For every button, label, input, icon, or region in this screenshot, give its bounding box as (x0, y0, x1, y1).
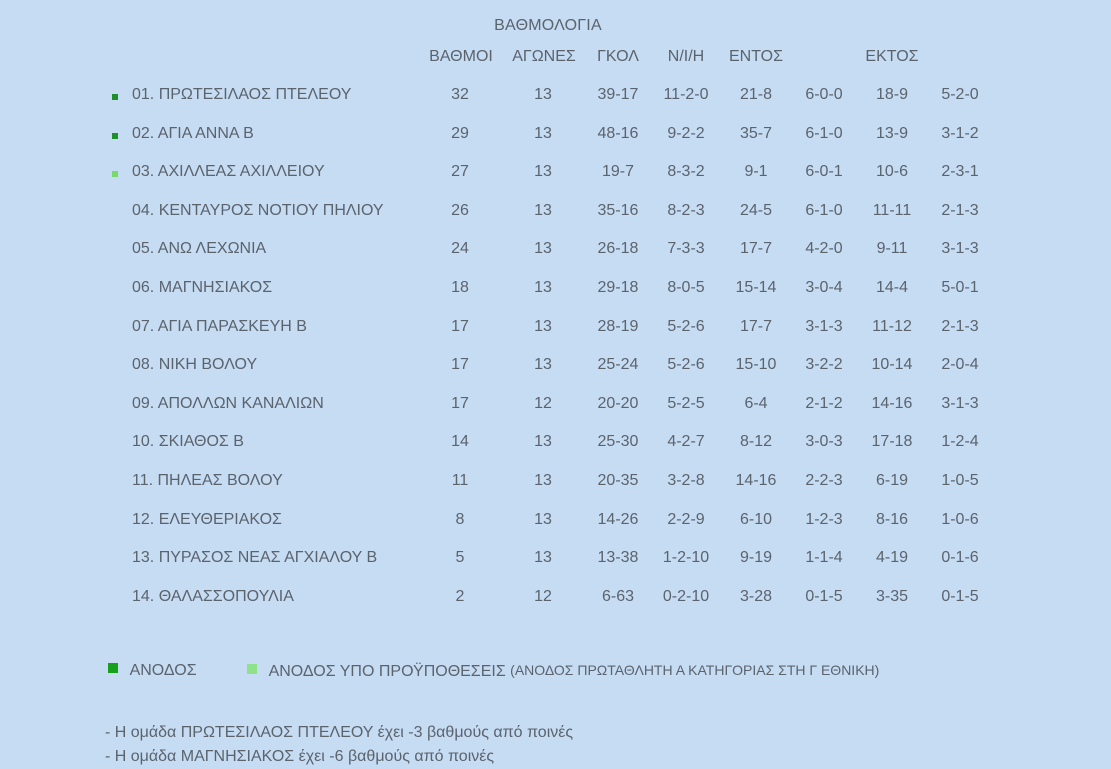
away-record-value: 3-1-2 (941, 124, 979, 142)
home-record-value: 6-0-1 (805, 163, 843, 181)
away-goals-value: 4-19 (875, 549, 909, 567)
team-name: 10. ΣΚΙΑΘΟΣ Β (132, 433, 244, 451)
legend-conditional-promotion (247, 662, 879, 681)
team-name: 06. ΜΑΓΝΗΣΙΑΚΟΣ (132, 278, 273, 296)
away-goals-value: 18-9 (875, 86, 909, 103)
home-record-value: 6-1-0 (805, 124, 843, 142)
conditional-promotion-note: (ΑΝΟΔΟΣ ΠΡΩΤΑΘΛΗΤΗ Α ΚΑΤΗΓΟΡΙΑΣ ΣΤΗ Γ ΕΘΝΙΚΗ) (510, 662, 880, 678)
wdl-value: 8-3-2 (667, 163, 705, 181)
away-record-value: 2-0-4 (941, 356, 979, 374)
wdl-value: 2-2-9 (667, 510, 705, 528)
table-row (0, 202, 1111, 241)
away-goals-value: 9-11 (876, 240, 908, 258)
away-goals-value: 10-6 (875, 163, 909, 181)
home-goals-value: 8-12 (739, 433, 773, 451)
wdl-value: 1-2-10 (662, 549, 710, 567)
games-value: 13 (534, 433, 552, 451)
home-record-value: 3-0-4 (805, 278, 843, 296)
away-goals-value: 14-16 (871, 394, 913, 412)
points-value: 11 (451, 471, 469, 489)
wdl-value: 5-2-5 (667, 394, 705, 412)
home-record-value: 0-1-5 (805, 587, 843, 605)
home-goals-value: 15-10 (735, 356, 777, 374)
table-row (0, 549, 1111, 588)
games-value: 12 (534, 587, 552, 605)
away-goals-value: 11-12 (872, 317, 912, 335)
team-name: 01. ΠΡΩΤΕΣΙΛΑΟΣ ΠΤΕΛΕΟΥ (132, 86, 352, 103)
home-goals-value: 9-19 (739, 549, 773, 567)
home-goals-value: 17-7 (739, 317, 773, 335)
points-value: 29 (451, 124, 469, 142)
away-record-value: 0-1-5 (941, 587, 979, 605)
legend-promotion (108, 662, 197, 680)
games-value: 13 (534, 317, 552, 335)
home-goals-value: 35-7 (739, 124, 773, 142)
wdl-value: 8-2-3 (667, 201, 705, 219)
away-goals-value: 14-4 (875, 278, 909, 296)
team-name: 03. ΑΧΙΛΛΕΑΣ ΑΧΙΛΛΕΙΟΥ (132, 163, 325, 181)
wdl-value: 4-2-7 (667, 433, 705, 451)
away-record-value: 3-1-3 (941, 240, 979, 258)
table-row (0, 395, 1111, 434)
home-record-value: 3-1-3 (805, 317, 843, 335)
away-goals-value: 6-19 (875, 471, 909, 489)
column-goals-header: ΓΚΟΛ (597, 48, 639, 65)
team-name: 14. ΘΑΛΑΣΣΟΠΟΥΛΙΑ (132, 587, 294, 605)
page-title: ΒΑΘΜΟΛΟΓΙΑ (494, 17, 602, 34)
table-row (0, 433, 1111, 472)
penalty-notes (105, 721, 805, 769)
games-value: 13 (534, 549, 552, 567)
away-goals-value: 13-9 (875, 124, 909, 142)
table-row (0, 279, 1111, 318)
goals-value: 20-35 (597, 471, 639, 489)
home-record-value: 6-0-0 (805, 86, 843, 103)
team-name: 02. ΑΓΙΑ ΑΝΝΑ Β (132, 124, 254, 142)
table-row (0, 240, 1111, 279)
home-record-value: 2-1-2 (805, 394, 843, 412)
home-goals-value: 17-7 (739, 240, 773, 258)
team-name: 07. ΑΓΙΑ ΠΑΡΑΣΚΕΥΗ Β (132, 317, 307, 335)
table-row (0, 356, 1111, 395)
table-row (0, 588, 1111, 627)
home-goals-value: 24-5 (739, 201, 773, 219)
table-row (0, 86, 1111, 125)
table-header (0, 48, 1111, 70)
goals-value: 39-17 (597, 86, 639, 103)
away-record-value: 2-3-1 (941, 163, 979, 181)
home-goals-value: 9-1 (744, 163, 768, 181)
conditional-promotion-marker (112, 171, 118, 177)
goals-value: 20-20 (597, 394, 639, 412)
table-row (0, 318, 1111, 357)
away-record-value: 3-1-3 (941, 394, 979, 412)
column-away-header: ΕΚΤΟΣ (865, 48, 919, 65)
games-value: 13 (534, 240, 552, 258)
goals-value: 19-7 (601, 163, 635, 181)
wdl-value: 11-2-0 (663, 86, 709, 103)
points-value: 32 (451, 86, 469, 103)
away-record-value: 0-1-6 (941, 549, 979, 567)
home-record-value: 1-1-4 (805, 549, 843, 567)
goals-value: 28-19 (597, 317, 639, 335)
games-value: 13 (534, 278, 552, 296)
legend (108, 662, 1088, 686)
games-value: 13 (534, 510, 552, 528)
table-row (0, 125, 1111, 164)
points-value: 26 (451, 201, 469, 219)
away-record-value: 1-0-6 (941, 510, 979, 528)
table-row (0, 472, 1111, 511)
promotion-label: ΑΝΟΔΟΣ (129, 662, 197, 679)
wdl-value: 9-2-2 (667, 124, 705, 142)
games-value: 12 (534, 394, 552, 412)
points-value: 17 (451, 356, 469, 374)
home-record-value: 3-0-3 (805, 433, 843, 451)
penalty-note: - Η ομάδα ΜΑΓΝΗΣΙΑΚΟΣ έχει -6 βαθμούς από ποινές (105, 748, 495, 765)
points-value: 24 (451, 240, 469, 258)
team-name: 13. ΠΥΡΑΣΟΣ ΝΕΑΣ ΑΓΧΙΑΛΟΥ Β (132, 549, 378, 567)
home-record-value: 6-1-0 (805, 201, 843, 219)
team-name: 11. ΠΗΛΕΑΣ ΒΟΛΟΥ (132, 471, 283, 489)
team-name: 05. ΑΝΩ ΛΕΧΩΝΙΑ (132, 240, 267, 258)
away-record-value: 5-0-1 (941, 278, 979, 296)
games-value: 13 (534, 124, 552, 142)
goals-value: 48-16 (597, 124, 639, 142)
team-name: 04. ΚΕΝΤΑΥΡΟΣ ΝΟΤΙΟΥ ΠΗΛΙΟΥ (132, 201, 384, 219)
wdl-value: 5-2-6 (667, 317, 705, 335)
table-row (0, 163, 1111, 202)
goals-value: 25-30 (597, 433, 639, 451)
conditional-promotion-label: ΑΝΟΔΟΣ ΥΠΟ ΠΡΟΫΠΟΘΕΣΕΙΣ (268, 663, 506, 680)
away-goals-value: 8-16 (875, 510, 909, 528)
away-record-value: 1-2-4 (941, 433, 979, 451)
standings-table (0, 86, 1111, 626)
away-record-value: 2-1-3 (941, 317, 979, 335)
home-record-value: 1-2-3 (805, 510, 843, 528)
goals-value: 25-24 (597, 356, 639, 374)
points-value: 14 (451, 433, 469, 451)
team-name: 12. ΕΛΕΥΘΕΡΙΑΚΟΣ (132, 510, 282, 528)
column-games-header: ΑΓΩΝΕΣ (512, 48, 576, 65)
column-wdl-header: Ν/Ι/Η (667, 48, 705, 65)
home-goals-value: 6-4 (744, 394, 768, 412)
home-goals-value: 6-10 (739, 510, 773, 528)
table-row (0, 511, 1111, 550)
points-value: 17 (451, 394, 469, 412)
penalty-note: - Η ομάδα ΠΡΩΤΕΣΙΛΑΟΣ ΠΤΕΛΕΟΥ έχει -3 βαθμούς από ποινές (105, 724, 574, 741)
goals-value: 26-18 (597, 240, 639, 258)
team-name: 08. ΝΙΚΗ ΒΟΛΟΥ (132, 356, 258, 374)
goals-value: 6-63 (601, 587, 635, 605)
points-value: 27 (451, 163, 469, 181)
points-value: 5 (455, 549, 465, 567)
points-value: 18 (451, 278, 469, 296)
conditional-promotion-swatch-icon (247, 664, 257, 674)
home-goals-value: 3-28 (739, 587, 773, 605)
away-goals-value: 3-35 (875, 587, 909, 605)
goals-value: 35-16 (597, 201, 639, 219)
goals-value: 13-38 (597, 549, 639, 567)
goals-value: 14-26 (597, 510, 639, 528)
points-value: 2 (455, 587, 465, 605)
away-goals-value: 10-14 (871, 356, 913, 374)
games-value: 13 (534, 86, 552, 103)
away-record-value: 5-2-0 (941, 86, 979, 103)
away-record-value: 2-1-3 (941, 201, 979, 219)
wdl-value: 3-2-8 (667, 471, 705, 489)
home-goals-value: 14-16 (735, 471, 777, 489)
wdl-value: 8-0-5 (667, 278, 705, 296)
games-value: 13 (534, 163, 552, 181)
home-goals-value: 21-8 (739, 86, 773, 103)
wdl-value: 5-2-6 (667, 356, 705, 374)
home-record-value: 2-2-3 (805, 471, 843, 489)
promotion-swatch-icon (108, 663, 118, 673)
home-record-value: 4-2-0 (805, 240, 843, 258)
games-value: 13 (534, 471, 552, 489)
column-points-header: ΒΑΘΜΟΙ (429, 48, 493, 65)
column-home-header: ΕΝΤΟΣ (728, 48, 784, 65)
goals-value: 29-18 (597, 278, 639, 296)
away-goals-value: 17-18 (871, 433, 913, 451)
wdl-value: 7-3-3 (667, 240, 705, 258)
home-goals-value: 15-14 (735, 278, 777, 296)
promotion-marker (112, 133, 118, 139)
games-value: 13 (534, 201, 552, 219)
points-value: 17 (451, 317, 469, 335)
points-value: 8 (455, 510, 465, 528)
away-goals-value: 11-11 (872, 201, 912, 219)
games-value: 13 (534, 356, 552, 374)
wdl-value: 0-2-10 (662, 587, 710, 605)
team-name: 09. ΑΠΟΛΛΩΝ ΚΑΝΑΛΙΩΝ (132, 394, 324, 412)
home-record-value: 3-2-2 (805, 356, 843, 374)
away-record-value: 1-0-5 (941, 471, 979, 489)
promotion-marker (112, 94, 118, 100)
